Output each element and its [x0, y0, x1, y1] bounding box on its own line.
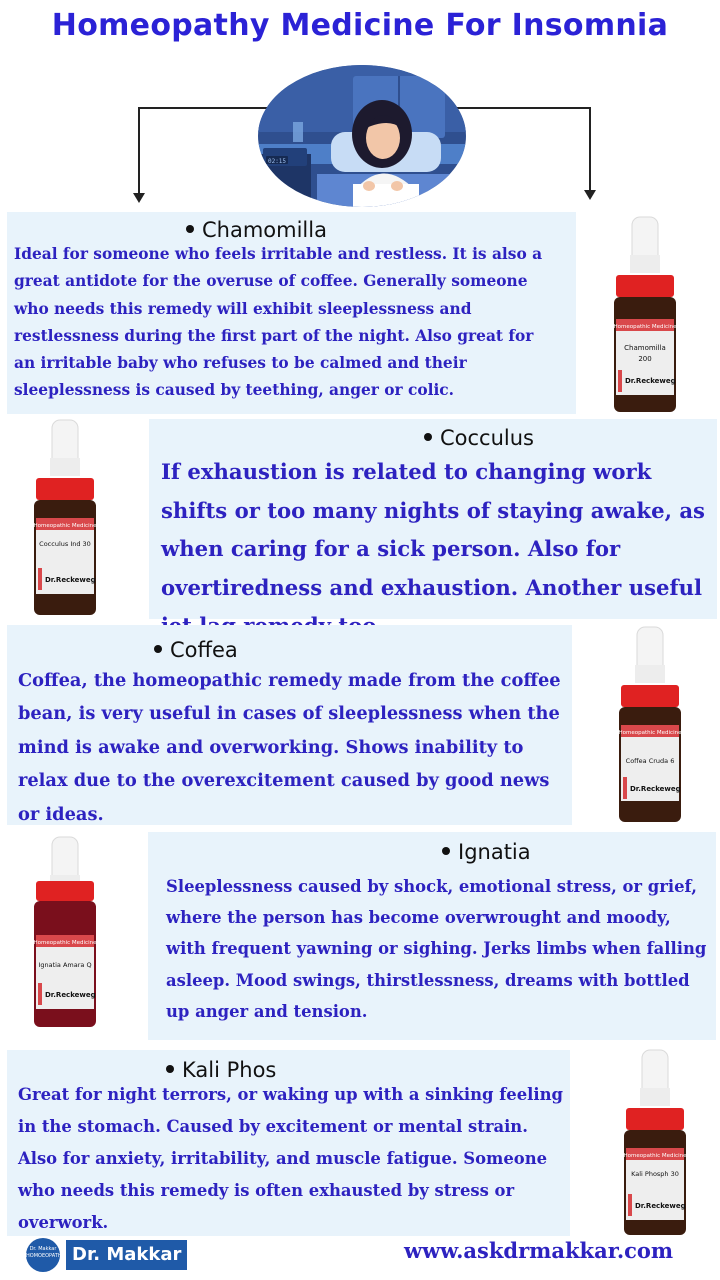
remedy-text-coffea: Coffea, the homeopathic remedy made from the coffee bean, is very useful in cases of sleeplessness when the mind is awake and overworking. Shows inability to relax due to the overexcitement caused by good news or ideas.	[18, 670, 561, 825]
logo-text: Dr. Makkar	[66, 1240, 187, 1270]
remedy-text-cocculus: If exhaustion is related to changing work shifts or too many nights of staying awake, as when caring for a sick person. Also for overtiredness and exhaustion. Another useful	[161, 459, 705, 600]
svg-text:Homeopathic Medicine: Homeopathic Medicine	[623, 1153, 687, 1159]
arrow-down-left-icon	[133, 193, 145, 203]
bottle-cocculus	[30, 418, 100, 618]
bullet-icon	[424, 433, 432, 441]
remedy-text-chamomilla: Ideal for someone who feels irritable and restless. It is also a great antidote for the overuse of coffee. Generally someone who needs this remedy will exhibit sleeplessness and restlessness during the first part of the night. Also great for an irritable baby who refuses to be calmed and their sleeplessness is caused by teething, anger or colic.	[14, 245, 543, 400]
svg-text:Homeopathic Medicine: Homeopathic Medicine	[613, 324, 677, 330]
svg-text:Dr.Reckeweg: Dr.Reckeweg	[630, 785, 681, 793]
remedy-text-ignatia: Sleeplessness caused by shock, emotional stress, or grief, where the person has become overwrought and moody, with frequent yawning or sighing. Jerks limbs when falling asleep. Mood swings, thirstlessness, dreams with bottled up anger and tension.	[166, 877, 707, 1021]
connector-line-right	[455, 107, 591, 109]
svg-text:Homeopathic Medicine: Homeopathic Medicine	[33, 523, 97, 529]
insomnia-illustration	[257, 62, 467, 207]
remedy-heading-coffea: Coffea	[154, 638, 238, 662]
brand-logo[interactable]	[26, 1238, 206, 1272]
svg-text:Ignatia Amara Q: Ignatia Amara Q	[38, 961, 92, 969]
svg-text:Homeopathic Medicine: Homeopathic Medicine	[33, 940, 97, 946]
remedy-heading-chamomilla: Chamomilla	[186, 218, 327, 242]
svg-text:200: 200	[638, 355, 652, 363]
bottle-ignatia	[30, 835, 100, 1035]
remedy-heading-ignatia: Ignatia	[442, 840, 531, 864]
bullet-icon	[186, 225, 194, 233]
svg-text:Dr.Reckeweg: Dr.Reckeweg	[625, 377, 676, 385]
website-link[interactable]: www.askdrmakkar.com	[404, 1238, 674, 1263]
svg-text:Chamomilla: Chamomilla	[624, 344, 666, 352]
remedy-heading-cocculus: Cocculus	[424, 426, 534, 450]
connector-drop-right	[589, 107, 591, 192]
bullet-icon	[442, 847, 450, 855]
svg-text:Cocculus Ind 30: Cocculus Ind 30	[39, 540, 91, 548]
svg-text:Dr.Reckeweg: Dr.Reckeweg	[45, 576, 96, 584]
remedy-heading-kali-phos: Kali Phos	[166, 1058, 276, 1082]
bullet-icon	[166, 1065, 174, 1073]
bottle-chamomilla	[610, 215, 680, 415]
page-title: Homeopathy Medicine For Insomnia	[51, 8, 669, 43]
connector-drop-left	[138, 107, 140, 195]
svg-text:Coffea Cruda 6: Coffea Cruda 6	[625, 757, 675, 765]
bullet-icon	[154, 645, 162, 653]
bottle-kali-phos	[620, 1048, 690, 1248]
bottle-coffea	[615, 625, 685, 825]
svg-text:02:15: 02:15	[267, 158, 287, 165]
remedy-text-kali-phos: Great for night terrors, or waking up with a sinking feeling in the stomach. Caused by excitement or mental strain. Also for anxiety, irritability, and muscle fatigue. Someone who needs this remedy is often exhausted by stress or overwork.	[18, 1085, 563, 1233]
logo-emblem-icon: Dr. Makkar HOMOEOPATHY	[26, 1238, 60, 1272]
svg-text:Kali Phosph 30: Kali Phosph 30	[631, 1170, 679, 1178]
svg-text:Dr.Reckeweg: Dr.Reckeweg	[45, 991, 96, 999]
svg-text:Dr.Reckeweg: Dr.Reckeweg	[635, 1202, 686, 1210]
connector-line-left	[138, 107, 273, 109]
svg-text:Homeopathic Medicine: Homeopathic Medicine	[618, 730, 682, 736]
arrow-down-right-icon	[584, 190, 596, 200]
